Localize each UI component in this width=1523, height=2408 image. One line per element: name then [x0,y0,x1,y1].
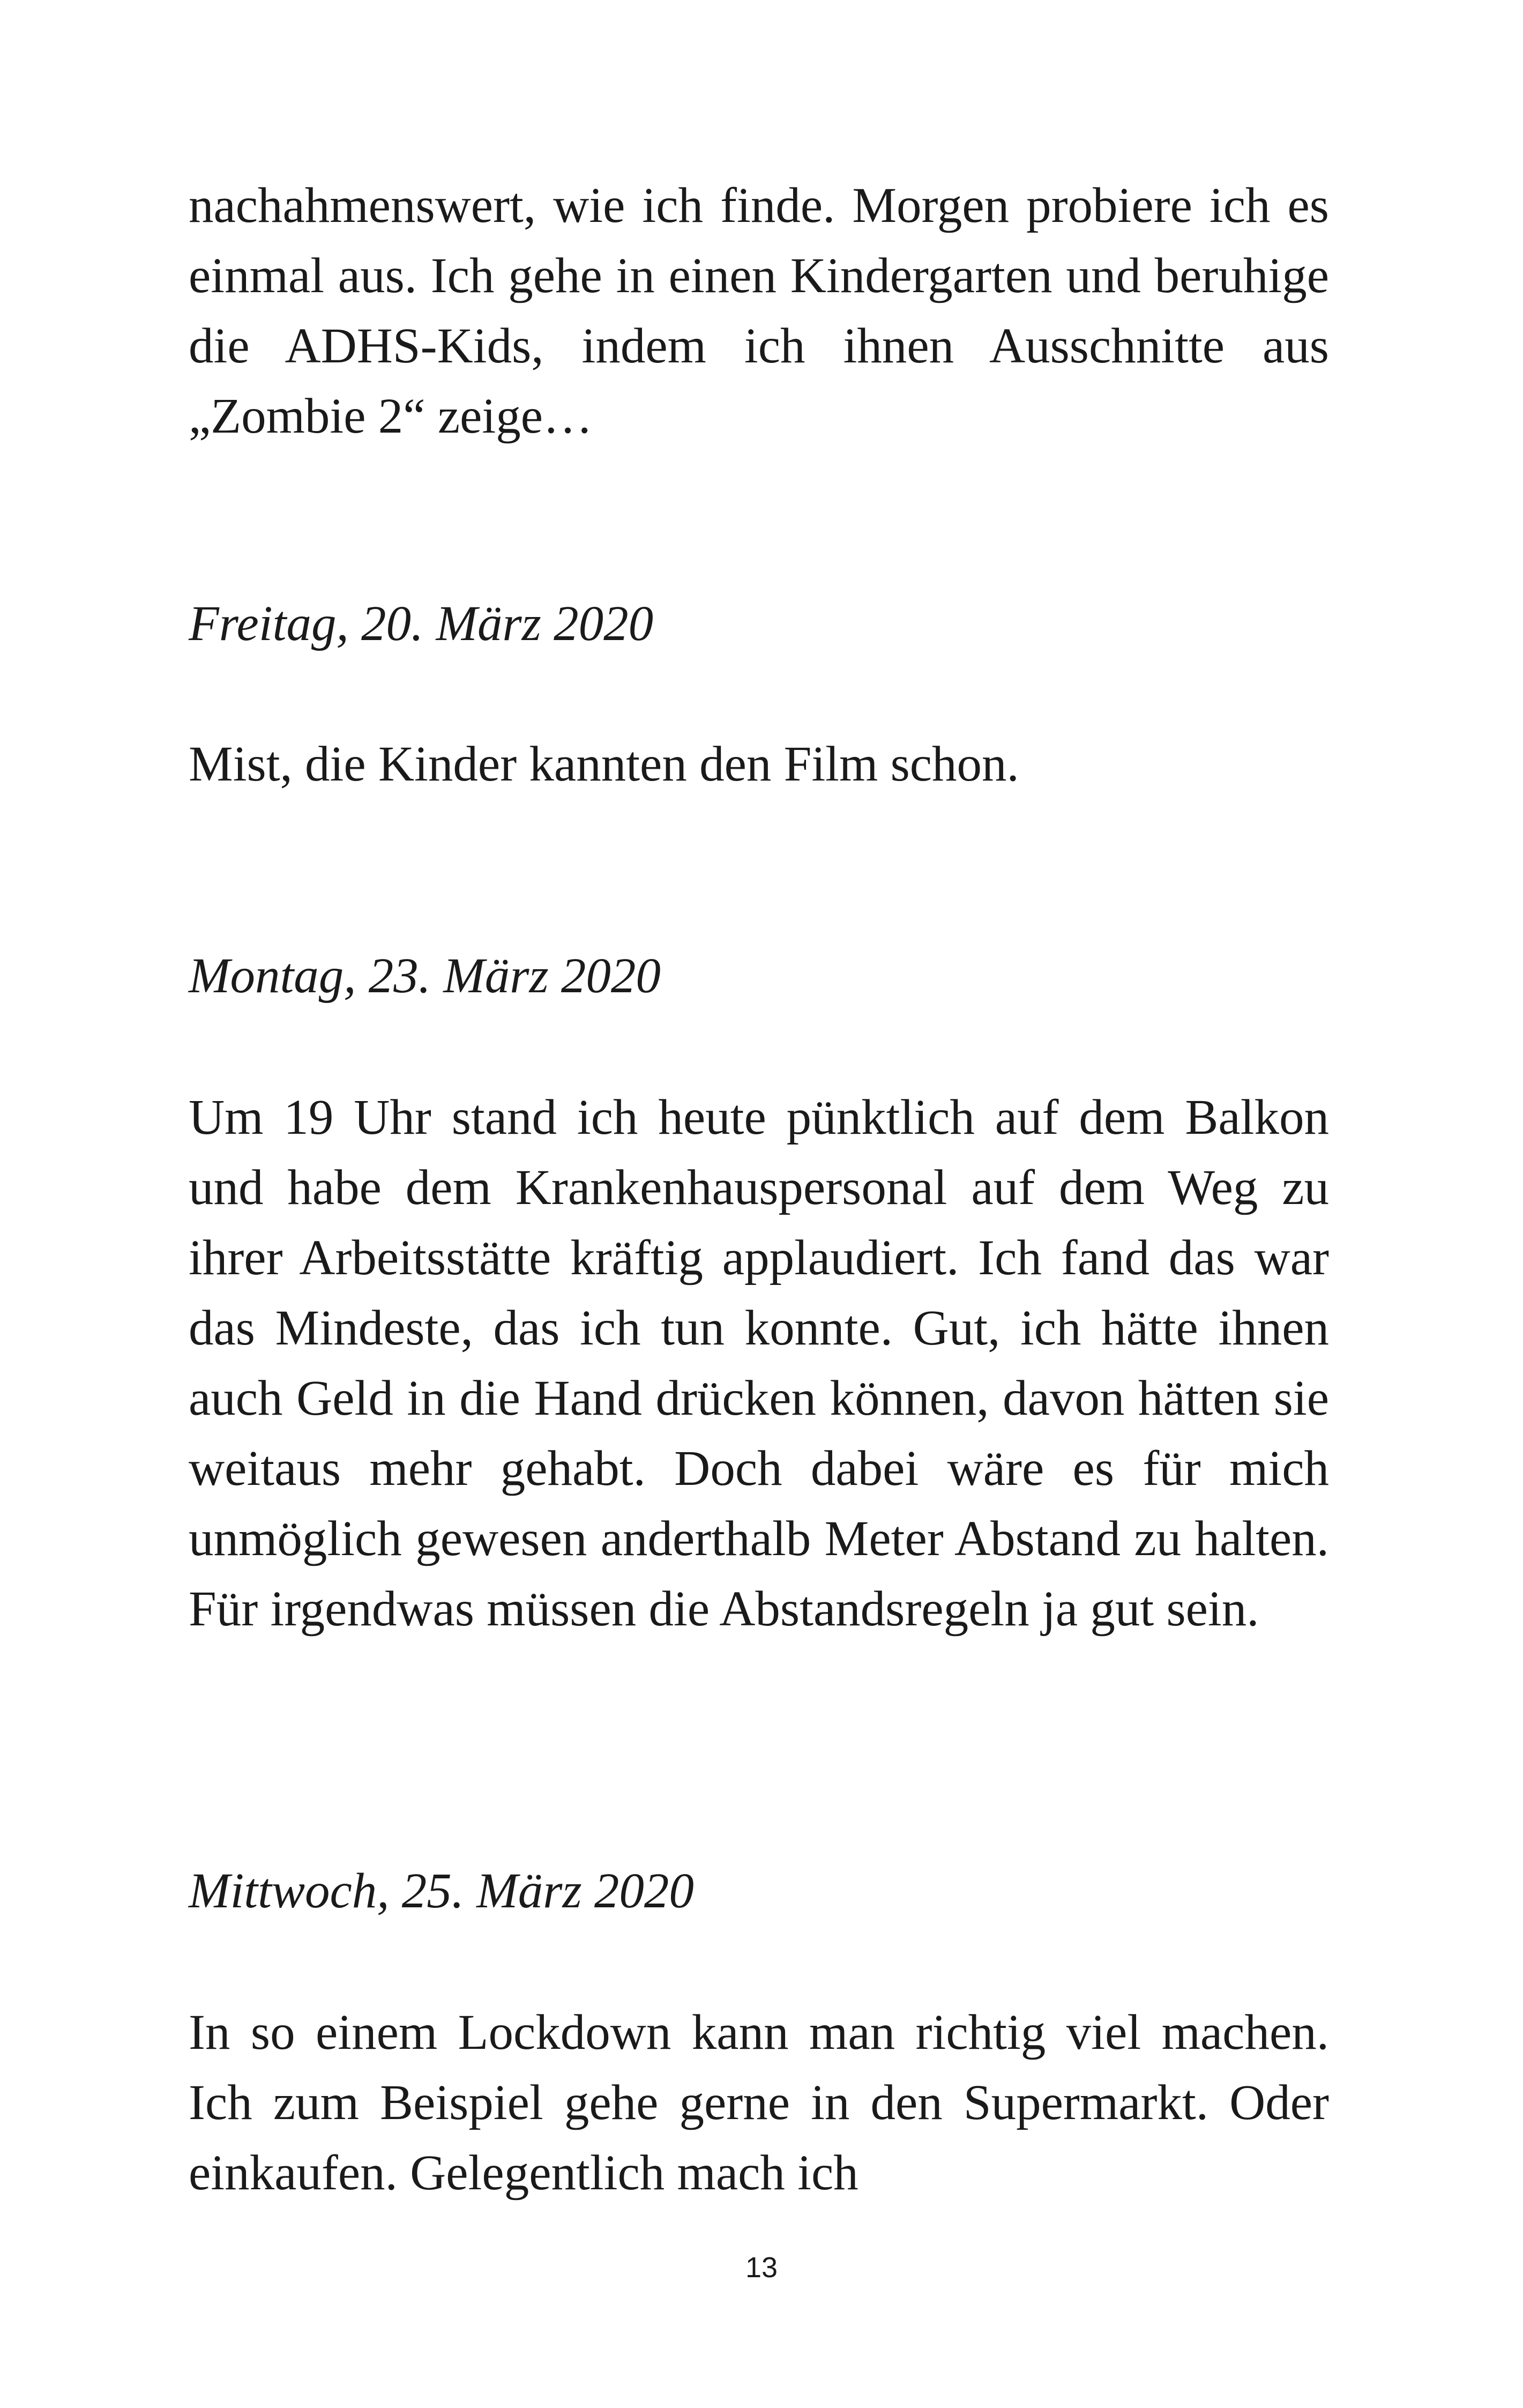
entry-date-heading-3 [189,1856,1329,1926]
paragraph-continuation [189,170,1329,451]
entry-paragraph-3 [189,1997,1329,2208]
date-heading: Freitag, 20. März 2020 [189,596,654,651]
date-heading: Montag, 23. März 2020 [189,948,661,1004]
entry-date-heading-2 [189,941,1329,1011]
date-heading: Mittwoch, 25. März 2020 [189,1863,694,1919]
entry-paragraph-1 [189,729,1329,799]
entry-date-heading-1 [189,589,1329,659]
page-number: 13 [745,2251,778,2284]
body-paragraph: Um 19 Uhr stand ich heute pünktlich auf dem Balkon und habe dem Krankenhauspersonal auf dem Weg zu ihrer Arbeitsstätte kräftig applaudiert. Ich fand das war das Mindeste, das ich tun konnte. Gut, ich hätte ihnen auch Geld in die Hand drücken können, davon hätten sie weitaus mehr gehabt. Doch dabei wäre es für mich unmöglich gewesen anderthalb Meter Abstand zu halten. Für irgendwas müssen die Abstandsregeln ja gut sein. [189,1090,1329,1637]
body-paragraph: In so einem Lockdown kann man richtig viel machen. Ich zum Beispiel gehe gerne in den Supermarkt. Oder einkaufen. Gelegentlich mach ich [189,2005,1329,2201]
entry-paragraph-2 [189,1082,1329,1644]
body-paragraph: Mist, die Kinder kannten den Film schon. [189,737,1019,792]
body-paragraph: nachahmenswert, wie ich finde. Morgen probiere ich es einmal aus. Ich gehe in einen Kindergarten und beruhige die ADHS-Kids, indem ich ihnen Ausschnitte aus „Zombie 2“ zeige… [189,178,1329,444]
